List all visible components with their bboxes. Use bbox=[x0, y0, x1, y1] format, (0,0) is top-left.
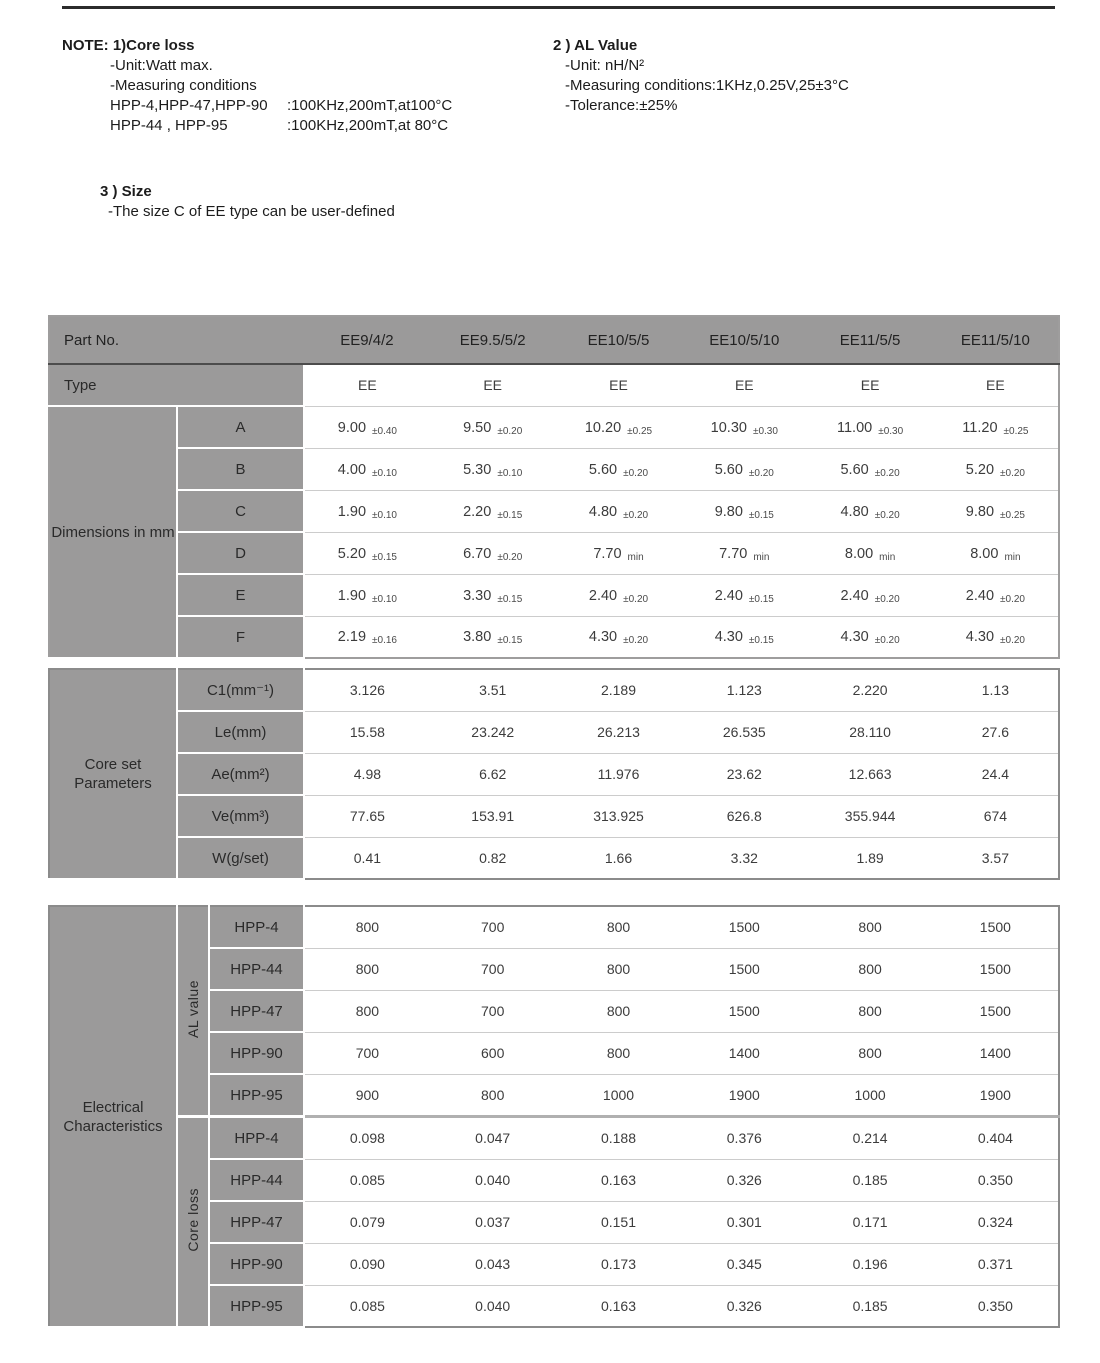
dimension-tolerance: ±0.30 bbox=[878, 425, 904, 437]
electrical-value-cell: 700 bbox=[430, 948, 556, 990]
dimension-value: 4.30 bbox=[588, 629, 618, 646]
dimension-value: 11.20 bbox=[962, 419, 998, 436]
type-row bbox=[49, 364, 1059, 406]
size-note bbox=[100, 182, 580, 222]
dimension-tolerance: ±0.25 bbox=[1000, 509, 1025, 521]
dimension-value: 2.40 bbox=[714, 587, 743, 604]
material-label: HPP-90 bbox=[209, 1032, 304, 1074]
dimension-value: 9.80 bbox=[714, 503, 743, 520]
dimension-letter: B bbox=[177, 448, 304, 490]
electrical-value-cell: 0.171 bbox=[807, 1201, 933, 1243]
part-no-row bbox=[49, 316, 1059, 364]
part-number-cell: EE10/5/5 bbox=[556, 316, 682, 364]
dimension-tolerance: ±0.15 bbox=[748, 509, 774, 521]
parameter-value-cell: 674 bbox=[933, 795, 1059, 837]
dimension-value-cell bbox=[430, 406, 556, 448]
dimension-tolerance: ±0.10 bbox=[372, 467, 397, 479]
dimension-value: 5.30 bbox=[463, 461, 492, 478]
parameter-value-cell: 4.98 bbox=[304, 753, 430, 795]
dimension-row bbox=[49, 616, 1059, 658]
dimension-value-cell bbox=[430, 448, 556, 490]
dimension-value-cell bbox=[933, 532, 1059, 574]
core-loss-note-line: -Unit:Watt max. bbox=[110, 57, 213, 74]
al-value-group-label bbox=[177, 906, 209, 1117]
electrical-value-cell: 0.371 bbox=[933, 1243, 1059, 1285]
dimension-value-cell bbox=[430, 490, 556, 532]
dimension-tolerance: ±0.20 bbox=[874, 467, 900, 479]
electrical-value-cell: 700 bbox=[430, 990, 556, 1032]
core-set-row bbox=[49, 753, 1059, 795]
dimension-value: 4.30 bbox=[840, 629, 869, 646]
electrical-value-cell: 1500 bbox=[933, 990, 1059, 1032]
dimension-row bbox=[49, 490, 1059, 532]
core-set-table bbox=[48, 668, 1060, 880]
dimension-value-cell bbox=[933, 448, 1059, 490]
electrical-value-cell: 800 bbox=[807, 906, 933, 948]
dimension-tolerance: min bbox=[1004, 551, 1021, 563]
parameter-value-cell: 77.65 bbox=[304, 795, 430, 837]
type-value-cell: EE bbox=[681, 364, 807, 406]
core-set-row bbox=[49, 669, 1059, 711]
electrical-value-cell: 800 bbox=[807, 948, 933, 990]
dimensions-label: Dimensions in mm bbox=[49, 406, 177, 658]
dimension-value: 9.80 bbox=[965, 503, 995, 520]
top-rule bbox=[62, 6, 1055, 9]
parameter-value-cell: 3.32 bbox=[681, 837, 807, 879]
electrical-value-cell: 0.173 bbox=[556, 1243, 682, 1285]
electrical-value-cell: 1500 bbox=[933, 948, 1059, 990]
dimension-tolerance: ±0.20 bbox=[874, 635, 900, 647]
dimension-tolerance: min bbox=[753, 551, 770, 563]
electrical-value-cell: 0.163 bbox=[556, 1159, 682, 1201]
part-no-label: Part No. bbox=[49, 316, 304, 364]
parameter-value-cell: 1.13 bbox=[933, 669, 1059, 711]
dimension-row bbox=[49, 532, 1059, 574]
dimension-value-cell bbox=[933, 490, 1059, 532]
dimension-value-cell bbox=[556, 574, 682, 616]
al-value-note bbox=[553, 36, 1013, 116]
electrical-value-cell: 800 bbox=[304, 990, 430, 1032]
electrical-value-cell: 900 bbox=[304, 1074, 430, 1117]
electrical-value-cell: 0.214 bbox=[807, 1117, 933, 1160]
type-label: Type bbox=[49, 364, 304, 406]
dimension-row bbox=[49, 448, 1059, 490]
electrical-value-cell: 1000 bbox=[807, 1074, 933, 1117]
dimension-value: 2.20 bbox=[463, 503, 492, 520]
parameter-value-cell: 24.4 bbox=[933, 753, 1059, 795]
dimension-value: 5.20 bbox=[337, 545, 367, 562]
material-label: HPP-4 bbox=[209, 1117, 304, 1160]
dimension-tolerance: ±0.40 bbox=[372, 425, 397, 437]
electrical-value-cell: 1500 bbox=[681, 906, 807, 948]
core-loss-group-label bbox=[177, 1117, 209, 1328]
material-label: HPP-44 bbox=[209, 1159, 304, 1201]
dimension-tolerance: ±0.20 bbox=[1000, 635, 1025, 647]
electrical-value-cell: 0.047 bbox=[430, 1117, 556, 1160]
electrical-value-cell: 0.301 bbox=[681, 1201, 807, 1243]
parameter-value-cell: 26.535 bbox=[681, 711, 807, 753]
core-loss-condition bbox=[110, 116, 542, 136]
dimensions-table bbox=[48, 315, 1060, 659]
electrical-row bbox=[49, 1117, 1059, 1160]
core-set-table-body bbox=[49, 669, 1059, 879]
dimension-tolerance: ±0.15 bbox=[748, 593, 774, 605]
electrical-value-cell: 0.040 bbox=[430, 1159, 556, 1201]
dimension-value: 7.70 bbox=[719, 545, 748, 562]
dimension-value: 4.30 bbox=[965, 629, 995, 646]
electrical-value-cell: 1000 bbox=[556, 1074, 682, 1117]
condition-materials: HPP-44 , HPP-95 bbox=[110, 117, 228, 134]
dimension-letter: E bbox=[177, 574, 304, 616]
dimension-value-cell bbox=[556, 406, 682, 448]
electrical-label: Electrical Characteristics bbox=[49, 906, 177, 1327]
core-loss-note-line: -Measuring conditions bbox=[110, 77, 257, 94]
al-value-note-line: -Unit: nH/N² bbox=[565, 57, 645, 74]
core-set-row bbox=[49, 837, 1059, 879]
electrical-value-cell: 0.326 bbox=[681, 1285, 807, 1327]
dimension-value: 2.40 bbox=[588, 587, 618, 604]
dimension-value-cell bbox=[430, 532, 556, 574]
dimension-tolerance: ±0.20 bbox=[874, 509, 900, 521]
dimension-value: 5.60 bbox=[840, 461, 869, 478]
dimension-tolerance: ±0.20 bbox=[497, 551, 523, 563]
dimension-value-cell bbox=[681, 532, 807, 574]
dimension-value-cell bbox=[304, 490, 430, 532]
dimension-value: 10.20 bbox=[584, 419, 622, 436]
parameter-value-cell: 28.110 bbox=[807, 711, 933, 753]
electrical-value-cell: 0.326 bbox=[681, 1159, 807, 1201]
dimension-value: 1.90 bbox=[337, 503, 367, 520]
dimension-value: 2.19 bbox=[337, 629, 367, 646]
parameter-value-cell: 3.57 bbox=[933, 837, 1059, 879]
dimension-value-cell bbox=[933, 406, 1059, 448]
dimension-tolerance: ±0.10 bbox=[372, 509, 397, 521]
dimension-value: 4.80 bbox=[588, 503, 618, 520]
dimension-value: 5.60 bbox=[588, 461, 618, 478]
electrical-value-cell: 600 bbox=[430, 1032, 556, 1074]
electrical-value-cell: 800 bbox=[807, 1032, 933, 1074]
parameter-value-cell: 3.126 bbox=[304, 669, 430, 711]
electrical-value-cell: 0.404 bbox=[933, 1117, 1059, 1160]
electrical-value-cell: 700 bbox=[304, 1032, 430, 1074]
parameter-value-cell: 153.91 bbox=[430, 795, 556, 837]
dimension-tolerance: ±0.20 bbox=[748, 467, 774, 479]
dimension-tolerance: ±0.16 bbox=[372, 635, 397, 647]
electrical-value-cell: 0.163 bbox=[556, 1285, 682, 1327]
parameter-label: Ve(mm³) bbox=[177, 795, 304, 837]
dimension-tolerance: ±0.15 bbox=[497, 635, 523, 647]
type-value-cell: EE bbox=[933, 364, 1059, 406]
parameter-value-cell: 2.189 bbox=[556, 669, 682, 711]
dimension-tolerance: ±0.10 bbox=[372, 593, 397, 605]
dimension-value-cell bbox=[933, 616, 1059, 658]
material-label: HPP-47 bbox=[209, 1201, 304, 1243]
dimension-letter: C bbox=[177, 490, 304, 532]
dimension-value: 4.00 bbox=[337, 461, 367, 478]
part-number-cell: EE11/5/10 bbox=[933, 316, 1059, 364]
electrical-value-cell: 0.196 bbox=[807, 1243, 933, 1285]
type-value-cell: EE bbox=[556, 364, 682, 406]
electrical-value-cell: 1900 bbox=[681, 1074, 807, 1117]
group-label-text: AL value bbox=[185, 980, 201, 1038]
dimension-value: 9.00 bbox=[337, 419, 367, 436]
part-number-cell: EE10/5/10 bbox=[681, 316, 807, 364]
dimension-value-cell bbox=[304, 532, 430, 574]
dimension-tolerance: ±0.15 bbox=[497, 509, 523, 521]
part-number-cell: EE11/5/5 bbox=[807, 316, 933, 364]
core-loss-condition bbox=[110, 96, 542, 116]
dimension-value-cell bbox=[304, 406, 430, 448]
dimension-tolerance: ±0.15 bbox=[497, 593, 523, 605]
electrical-value-cell: 0.085 bbox=[304, 1159, 430, 1201]
dimension-value-cell bbox=[556, 532, 682, 574]
dimension-value-cell bbox=[807, 448, 933, 490]
dimension-tolerance: ±0.20 bbox=[1000, 593, 1025, 605]
electrical-value-cell: 800 bbox=[430, 1074, 556, 1117]
dimension-value-cell bbox=[933, 574, 1059, 616]
dimension-tolerance: ±0.30 bbox=[752, 425, 778, 437]
dimension-tolerance: min bbox=[879, 551, 896, 563]
dimension-value: 2.40 bbox=[840, 587, 869, 604]
dimension-value-cell bbox=[807, 406, 933, 448]
electrical-value-cell: 1500 bbox=[933, 906, 1059, 948]
part-table-body bbox=[49, 316, 1059, 658]
parameter-value-cell: 1.89 bbox=[807, 837, 933, 879]
parameter-value-cell: 1.123 bbox=[681, 669, 807, 711]
dimension-value-cell bbox=[556, 616, 682, 658]
parameter-value-cell: 313.925 bbox=[556, 795, 682, 837]
material-label: HPP-95 bbox=[209, 1285, 304, 1327]
dimension-letter: D bbox=[177, 532, 304, 574]
electrical-table-body bbox=[49, 906, 1059, 1327]
parameter-label: Ae(mm²) bbox=[177, 753, 304, 795]
al-value-note-line: -Measuring conditions:1KHz,0.25V,25±3°C bbox=[565, 77, 849, 94]
condition-materials: HPP-4,HPP-47,HPP-90 bbox=[110, 97, 268, 114]
electrical-value-cell: 0.037 bbox=[430, 1201, 556, 1243]
dimension-value-cell bbox=[556, 490, 682, 532]
size-note-title: 3 ) Size bbox=[100, 183, 152, 200]
parameter-label: C1(mm⁻¹) bbox=[177, 669, 304, 711]
electrical-value-cell: 1500 bbox=[681, 948, 807, 990]
electrical-value-cell: 1900 bbox=[933, 1074, 1059, 1117]
electrical-value-cell: 1400 bbox=[933, 1032, 1059, 1074]
dimension-value: 2.40 bbox=[965, 587, 995, 604]
dimension-value-cell bbox=[556, 448, 682, 490]
dimension-value-cell bbox=[807, 490, 933, 532]
dimension-value-cell bbox=[304, 574, 430, 616]
electrical-value-cell: 0.085 bbox=[304, 1285, 430, 1327]
parameter-value-cell: 2.220 bbox=[807, 669, 933, 711]
material-label: HPP-95 bbox=[209, 1074, 304, 1117]
dimension-value-cell bbox=[304, 616, 430, 658]
parameter-value-cell: 26.213 bbox=[556, 711, 682, 753]
parameter-value-cell: 15.58 bbox=[304, 711, 430, 753]
dimension-tolerance: min bbox=[627, 551, 644, 563]
dimension-value: 8.00 bbox=[844, 545, 874, 562]
dimension-value-cell bbox=[681, 406, 807, 448]
dimension-value: 1.90 bbox=[337, 587, 367, 604]
electrical-value-cell: 800 bbox=[807, 990, 933, 1032]
electrical-row bbox=[49, 906, 1059, 948]
material-label: HPP-90 bbox=[209, 1243, 304, 1285]
core-loss-note bbox=[62, 36, 542, 136]
electrical-value-cell: 800 bbox=[304, 906, 430, 948]
dimension-tolerance: ±0.20 bbox=[623, 509, 649, 521]
electrical-value-cell: 0.350 bbox=[933, 1159, 1059, 1201]
parameter-label: Le(mm) bbox=[177, 711, 304, 753]
type-value-cell: EE bbox=[807, 364, 933, 406]
dimension-value-cell bbox=[681, 616, 807, 658]
parameter-label: W(g/set) bbox=[177, 837, 304, 879]
electrical-value-cell: 0.185 bbox=[807, 1159, 933, 1201]
dimension-value-cell bbox=[430, 574, 556, 616]
material-label: HPP-44 bbox=[209, 948, 304, 990]
condition-value: :100KHz,200mT,at 80°C bbox=[287, 117, 449, 134]
electrical-value-cell: 0.350 bbox=[933, 1285, 1059, 1327]
parameter-value-cell: 12.663 bbox=[807, 753, 933, 795]
dimension-tolerance: ±0.20 bbox=[1000, 467, 1025, 479]
type-value-cell: EE bbox=[304, 364, 430, 406]
dimension-tolerance: ±0.25 bbox=[1003, 425, 1029, 437]
electrical-value-cell: 0.043 bbox=[430, 1243, 556, 1285]
dimension-value-cell bbox=[807, 532, 933, 574]
dimension-value: 3.30 bbox=[463, 587, 492, 604]
electrical-value-cell: 800 bbox=[304, 948, 430, 990]
parameter-value-cell: 626.8 bbox=[681, 795, 807, 837]
al-value-note-title: 2 ) AL Value bbox=[553, 37, 638, 54]
dimension-value-cell bbox=[304, 448, 430, 490]
electrical-value-cell: 0.090 bbox=[304, 1243, 430, 1285]
electrical-value-cell: 0.151 bbox=[556, 1201, 682, 1243]
dimension-letter: F bbox=[177, 616, 304, 658]
dimension-value: 8.00 bbox=[970, 545, 999, 562]
dimension-value-cell bbox=[681, 490, 807, 532]
size-note-line: -The size C of EE type can be user-defined bbox=[108, 203, 395, 220]
dimension-tolerance: ±0.20 bbox=[623, 635, 649, 647]
dimension-tolerance: ±0.20 bbox=[874, 593, 900, 605]
material-label: HPP-4 bbox=[209, 906, 304, 948]
dimension-letter: A bbox=[177, 406, 304, 448]
parameter-value-cell: 23.242 bbox=[430, 711, 556, 753]
material-label: HPP-47 bbox=[209, 990, 304, 1032]
parameter-value-cell: 23.62 bbox=[681, 753, 807, 795]
core-set-label: Core set Parameters bbox=[49, 669, 177, 879]
dimension-row bbox=[49, 574, 1059, 616]
electrical-value-cell: 800 bbox=[556, 1032, 682, 1074]
electrical-value-cell: 0.040 bbox=[430, 1285, 556, 1327]
core-set-row bbox=[49, 711, 1059, 753]
dimension-tolerance: ±0.15 bbox=[372, 551, 397, 563]
electrical-value-cell: 0.345 bbox=[681, 1243, 807, 1285]
parameter-value-cell: 1.66 bbox=[556, 837, 682, 879]
dimension-tolerance: ±0.10 bbox=[497, 467, 523, 479]
electrical-value-cell: 1400 bbox=[681, 1032, 807, 1074]
dimension-tolerance: ±0.20 bbox=[623, 467, 649, 479]
dimension-tolerance: ±0.20 bbox=[623, 593, 649, 605]
parameter-value-cell: 6.62 bbox=[430, 753, 556, 795]
electrical-value-cell: 0.098 bbox=[304, 1117, 430, 1160]
parameter-value-cell: 11.976 bbox=[556, 753, 682, 795]
parameter-value-cell: 0.82 bbox=[430, 837, 556, 879]
parameter-value-cell: 27.6 bbox=[933, 711, 1059, 753]
electrical-table bbox=[48, 905, 1060, 1328]
dimension-value: 5.20 bbox=[965, 461, 995, 478]
electrical-value-cell: 0.185 bbox=[807, 1285, 933, 1327]
group-label-text: Core loss bbox=[185, 1188, 201, 1252]
electrical-value-cell: 700 bbox=[430, 906, 556, 948]
dimension-value: 4.30 bbox=[714, 629, 743, 646]
condition-value: :100KHz,200mT,at100°C bbox=[287, 97, 453, 114]
dimension-value: 4.80 bbox=[840, 503, 869, 520]
dimension-value: 3.80 bbox=[463, 629, 492, 646]
dimension-tolerance: ±0.15 bbox=[748, 635, 774, 647]
type-value-cell: EE bbox=[430, 364, 556, 406]
core-set-row bbox=[49, 795, 1059, 837]
part-number-cell: EE9/4/2 bbox=[304, 316, 430, 364]
dimension-value: 10.30 bbox=[710, 419, 747, 436]
dimension-value: 9.50 bbox=[463, 419, 492, 436]
dimension-value: 5.60 bbox=[714, 461, 743, 478]
dimension-value: 6.70 bbox=[463, 545, 492, 562]
electrical-value-cell: 800 bbox=[556, 948, 682, 990]
electrical-value-cell: 0.376 bbox=[681, 1117, 807, 1160]
electrical-value-cell: 0.324 bbox=[933, 1201, 1059, 1243]
electrical-value-cell: 0.188 bbox=[556, 1117, 682, 1160]
dimension-value: 7.70 bbox=[593, 545, 622, 562]
parameter-value-cell: 0.41 bbox=[304, 837, 430, 879]
part-number-cell: EE9.5/5/2 bbox=[430, 316, 556, 364]
parameter-value-cell: 3.51 bbox=[430, 669, 556, 711]
dimension-value-cell bbox=[681, 574, 807, 616]
parameter-value-cell: 355.944 bbox=[807, 795, 933, 837]
dimension-value-cell bbox=[430, 616, 556, 658]
core-loss-note-title: NOTE: 1)Core loss bbox=[62, 37, 195, 54]
electrical-value-cell: 1500 bbox=[681, 990, 807, 1032]
al-value-note-line: -Tolerance:±25% bbox=[565, 97, 678, 114]
dimension-value-cell bbox=[681, 448, 807, 490]
dimension-value: 11.00 bbox=[837, 419, 873, 436]
dimension-value-cell bbox=[807, 616, 933, 658]
dimension-tolerance: ±0.25 bbox=[627, 425, 653, 437]
dimension-value-cell bbox=[807, 574, 933, 616]
dimension-row bbox=[49, 406, 1059, 448]
dimension-tolerance: ±0.20 bbox=[497, 425, 523, 437]
electrical-value-cell: 800 bbox=[556, 990, 682, 1032]
electrical-value-cell: 0.079 bbox=[304, 1201, 430, 1243]
electrical-value-cell: 800 bbox=[556, 906, 682, 948]
